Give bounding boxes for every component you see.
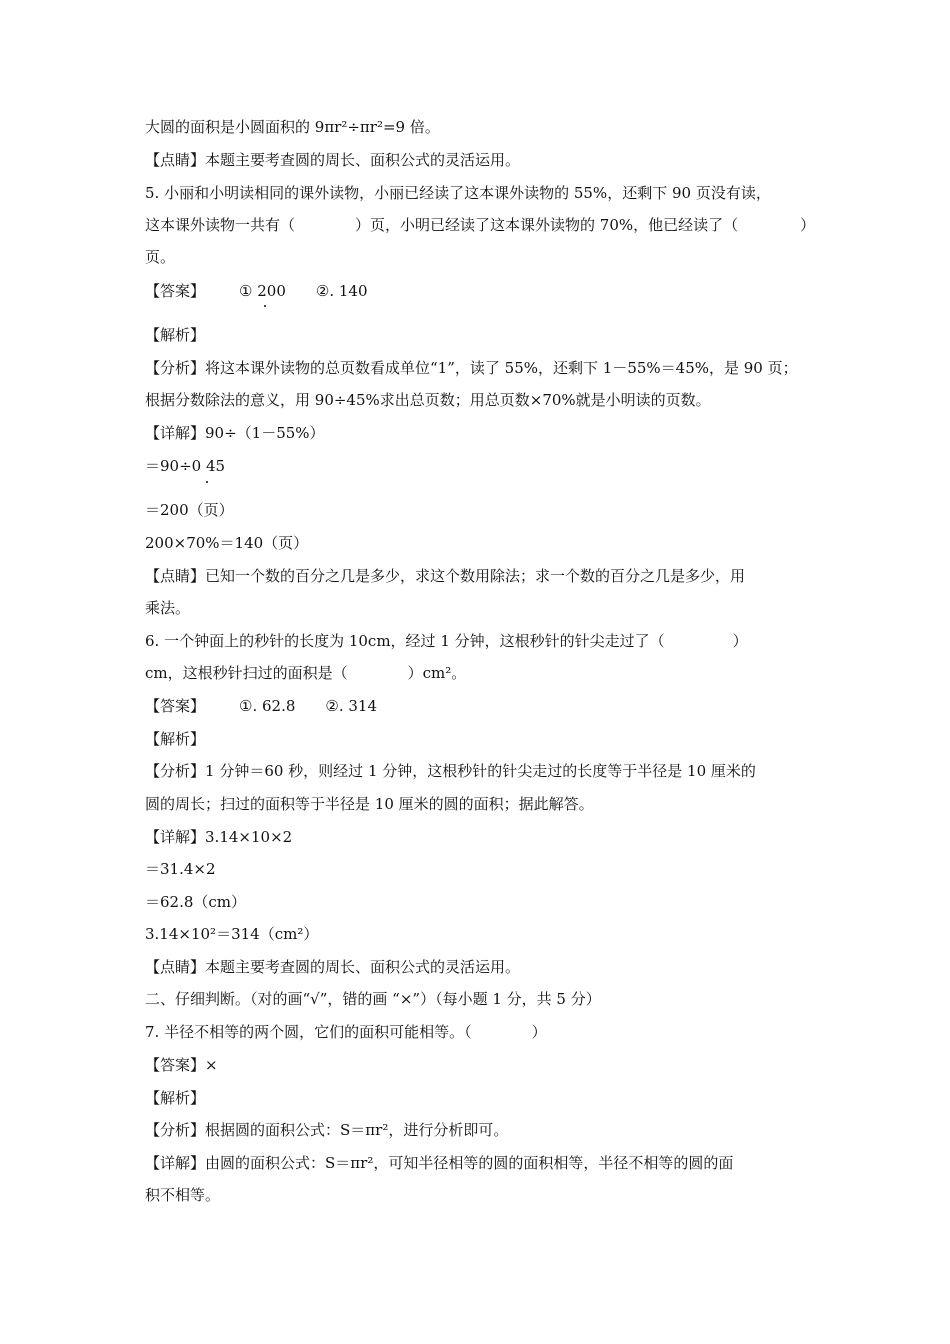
answer-1: × [205, 1056, 218, 1074]
detail-line: 3.14×10²＝314（cm²） [145, 925, 319, 943]
answer-1: ①. 62.8 [239, 697, 296, 715]
detail-line: 【详解】90÷（1－55%） [145, 424, 325, 442]
detail-line: 积不相等。 [145, 1186, 221, 1204]
tag-detail: 【详解】 [145, 424, 206, 442]
stray-dot [206, 481, 208, 483]
tag-jiexi: 【解析】 [145, 326, 206, 344]
dianjing-line: 【点睛】已知一个数的百分之几是多少，求这个数用除法；求一个数的百分之几是多少，用 [145, 567, 746, 585]
detail-line: 200×70%＝140（页） [145, 534, 309, 552]
tag-jiexi: 【解析】 [145, 1089, 206, 1107]
text-line: 大圆的面积是小圆面积的 9πr²÷πr²=9 倍。 [145, 118, 440, 136]
answer-line [145, 696, 835, 716]
tag-detail: 【详解】 [145, 828, 206, 846]
analysis-line: 圆的周长；扫过的面积等于半径是 10 厘米的圆的面积；据此解答。 [145, 795, 594, 813]
analysis-line: 根据分数除法的意义，用 90÷45%求出总页数；用总页数×70%就是小明读的页数。 [145, 391, 711, 409]
tag-answer: 【答案】 [145, 282, 206, 300]
dianjing-line: 【点睛】本题主要考查圆的周长、面积公式的灵活运用。 [145, 958, 521, 976]
detail-line: ＝200（页） [145, 501, 234, 519]
detail-line: ＝62.8（cm） [145, 893, 247, 911]
detail-line: 【详解】3.14×10×2 [145, 828, 293, 846]
question-6-line2: cm，这根秒针扫过的面积是（ ）cm²。 [145, 664, 467, 682]
answer-1: ① 200 [239, 282, 286, 300]
tag-analysis: 【分析】 [145, 1121, 206, 1139]
stray-dot [264, 305, 266, 307]
detail-line: 【详解】由圆的面积公式：S＝πr²，可知半径相等的圆的面积相等，半径不相等的圆的面 [145, 1154, 734, 1172]
tag-jiexi: 【解析】 [145, 730, 206, 748]
text-line: 页。 [145, 248, 176, 266]
detail-line: ＝90÷0 45 [145, 457, 226, 475]
text-line: 【点睛】本题主要考查圆的周长、面积公式的灵活运用。 [145, 151, 521, 169]
tag-answer: 【答案】 [145, 1056, 206, 1074]
tag-analysis: 【分析】 [145, 359, 206, 377]
tag-analysis: 【分析】 [145, 762, 206, 780]
answer-2: ②. 140 [315, 282, 368, 300]
answer-line [145, 1055, 835, 1075]
question-5: 5. 小丽和小明读相同的课外读物，小丽已经读了这本课外读物的 55%，还剩下 90 页没有读， [145, 184, 771, 202]
answer-2: ②. 314 [325, 697, 378, 715]
tag-dianjing: 【点睛】 [145, 958, 206, 976]
question-7: 7. 半径不相等的两个圆，它们的面积可能相等。（ ） [145, 1023, 547, 1041]
tag-dianjing: 【点睛】 [145, 151, 206, 169]
tag-dianjing: 【点睛】 [145, 567, 206, 585]
question-6: 6. 一个钟面上的秒针的长度为 10cm，经过 1 分钟，这根秒针的针尖走过了（ ） [145, 632, 748, 650]
question-5-line2: 这本课外读物一共有（ ）页，小明已经读了这本课外读物的 70%，他已经读了（ ） [145, 216, 816, 234]
analysis-line: 【分析】根据圆的面积公式：S＝πr²，进行分析即可。 [145, 1121, 509, 1139]
analysis-line: 【分析】将这本课外读物的总页数看成单位“1”，读了 55%，还剩下 1－55%＝45%，是 90 页； [145, 359, 798, 377]
analysis-line: 【分析】1 分钟＝60 秒，则经过 1 分钟，这根秒针的针尖走过的长度等于半径是 10 厘米的 [145, 762, 756, 780]
tag-answer: 【答案】 [145, 697, 206, 715]
tag-detail: 【详解】 [145, 1154, 206, 1172]
detail-line: ＝31.4×2 [145, 860, 216, 878]
dianjing-line: 乘法。 [145, 599, 191, 617]
answer-line [145, 281, 835, 301]
section-heading: 二、仔细判断。（对的画“√”，错的画 “×”）（每小题 1 分，共 5 分） [145, 990, 601, 1008]
